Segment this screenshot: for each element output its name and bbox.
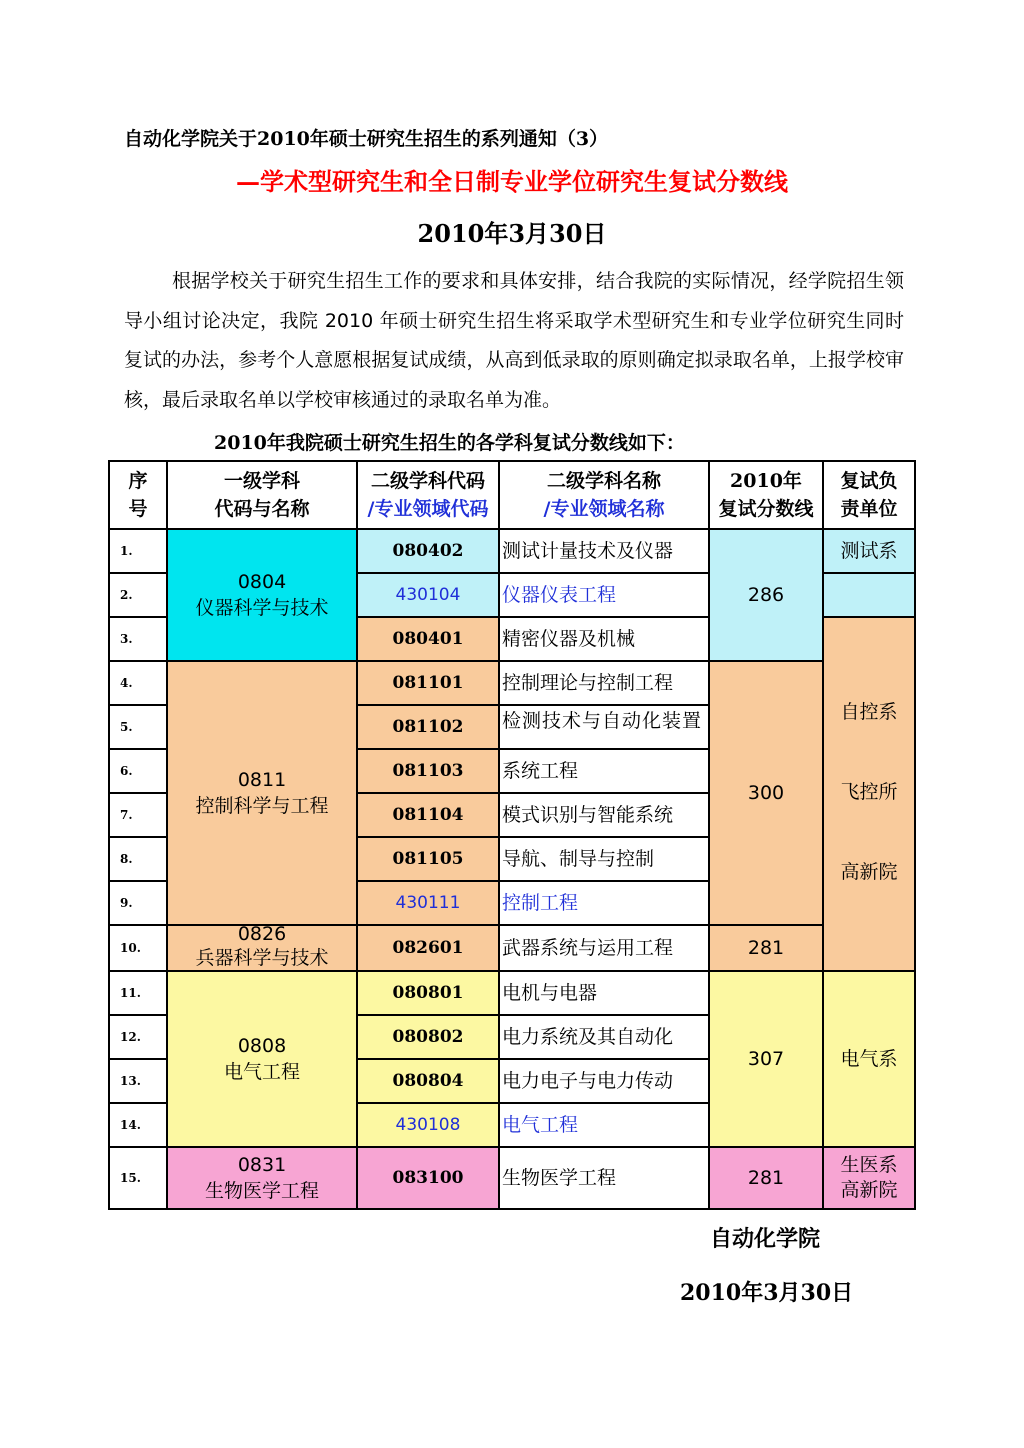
header-score: 2010年 复试分数线: [708, 460, 824, 530]
subject-code: 080401: [356, 616, 500, 662]
subject-name: 导航、制导与控制: [498, 836, 710, 882]
subject-code: 080801: [356, 970, 500, 1016]
subject-code: 081105: [356, 836, 500, 882]
subject-name: 检测技术与自动化装置: [498, 704, 710, 750]
unit-cell: 测试系: [822, 528, 916, 574]
subject-code: 080802: [356, 1014, 500, 1060]
subject-code: 430104: [356, 572, 500, 618]
discipline-cell: 0808 电气工程: [166, 970, 358, 1148]
subject-code: 430108: [356, 1102, 500, 1148]
subject-code: 081102: [356, 704, 500, 750]
score-cell: 300: [708, 660, 824, 926]
subject-code: 082601: [356, 924, 500, 972]
subject-name: 控制理论与控制工程: [498, 660, 710, 706]
subject-code: 080402: [356, 528, 500, 574]
subject-name: 系统工程: [498, 748, 710, 794]
notice-date: 2010年3月30日: [417, 219, 607, 248]
intro-paragraph: 根据学校关于研究生招生工作的要求和具体安排，结合我院的实际情况，经学院招生领导小组讨论决定，我院 2010 年硕士研究生招生将采取学术型研究生和专业学位研究生同时复试的办法，参考个人意愿根据复试成绩，从高到低录取的原则确定拟录取名单，上报学校审核，最后录取名单以学校审核通过的录取名单为准。: [124, 270, 904, 411]
subject-name: 电机与电器: [498, 970, 710, 1016]
subject-name: 仪器仪表工程: [498, 572, 710, 618]
row-seq: 8.: [108, 836, 168, 882]
subject-code: 081104: [356, 792, 500, 838]
row-seq: 10.: [108, 924, 168, 972]
row-seq: 6.: [108, 748, 168, 794]
score-cell: 307: [708, 970, 824, 1148]
unit-cell: 电气系: [822, 970, 916, 1148]
row-seq: 15.: [108, 1146, 168, 1210]
row-seq: 11.: [108, 970, 168, 1016]
signature: 自动化学院: [710, 1227, 821, 1252]
row-seq: 14.: [108, 1102, 168, 1148]
row-seq: 4.: [108, 660, 168, 706]
subject-name: 测试计量技术及仪器: [498, 528, 710, 574]
subject-name: 控制工程: [498, 880, 710, 926]
row-seq: 2.: [108, 572, 168, 618]
header-name2: 二级学科名称 /专业领域名称: [498, 460, 710, 530]
subject-code: 081103: [356, 748, 500, 794]
row-seq: 9.: [108, 880, 168, 926]
header-unit: 复试负 责单位: [822, 460, 916, 530]
subject-code: 083100: [356, 1146, 500, 1210]
signature-date: 2010年3月30日: [680, 1280, 854, 1306]
discipline-cell: 0811 控制科学与工程: [166, 660, 358, 926]
header-code2: 二级学科代码 /专业领域代码: [356, 460, 500, 530]
subject-name: 模式识别与智能系统: [498, 792, 710, 838]
unit-cell: 自控系 飞控所 高新院: [822, 616, 916, 972]
subject-code: 430111: [356, 880, 500, 926]
discipline-cell: 0826 兵器科学与技术: [166, 924, 358, 972]
discipline-cell: 0804 仪器科学与技术: [166, 528, 358, 662]
score-table: [108, 460, 916, 1210]
subject-name: 电气工程: [498, 1102, 710, 1148]
header-seq: 序 号: [108, 460, 168, 530]
unit-cell: 生医系 高新院: [822, 1146, 916, 1210]
subject-name: 生物医学工程: [498, 1146, 710, 1210]
subject-name: 武器系统与运用工程: [498, 924, 710, 972]
unit-cell: [822, 572, 916, 618]
table-caption: 2010年我院硕士研究生招生的各学科复试分数线如下：: [214, 432, 685, 454]
subject-code: 080804: [356, 1058, 500, 1104]
row-seq: 12.: [108, 1014, 168, 1060]
notice-subtitle: —学术型研究生和全日制专业学位研究生复试分数线: [236, 167, 788, 196]
notice-title: 自动化学院关于2010年硕士研究生招生的系列通知（3）: [124, 128, 609, 150]
row-seq: 3.: [108, 616, 168, 662]
score-cell: 281: [708, 1146, 824, 1210]
subject-name: 电力系统及其自动化: [498, 1014, 710, 1060]
header-discipline1: 一级学科 代码与名称: [166, 460, 358, 530]
row-seq: 1.: [108, 528, 168, 574]
row-seq: 13.: [108, 1058, 168, 1104]
row-seq: 7.: [108, 792, 168, 838]
subject-name: 精密仪器及机械: [498, 616, 710, 662]
subject-name: 电力电子与电力传动: [498, 1058, 710, 1104]
score-cell: 281: [708, 924, 824, 972]
row-seq: 5.: [108, 704, 168, 750]
subject-code: 081101: [356, 660, 500, 706]
discipline-cell: 0831 生物医学工程: [166, 1146, 358, 1210]
score-cell: 286: [708, 528, 824, 662]
